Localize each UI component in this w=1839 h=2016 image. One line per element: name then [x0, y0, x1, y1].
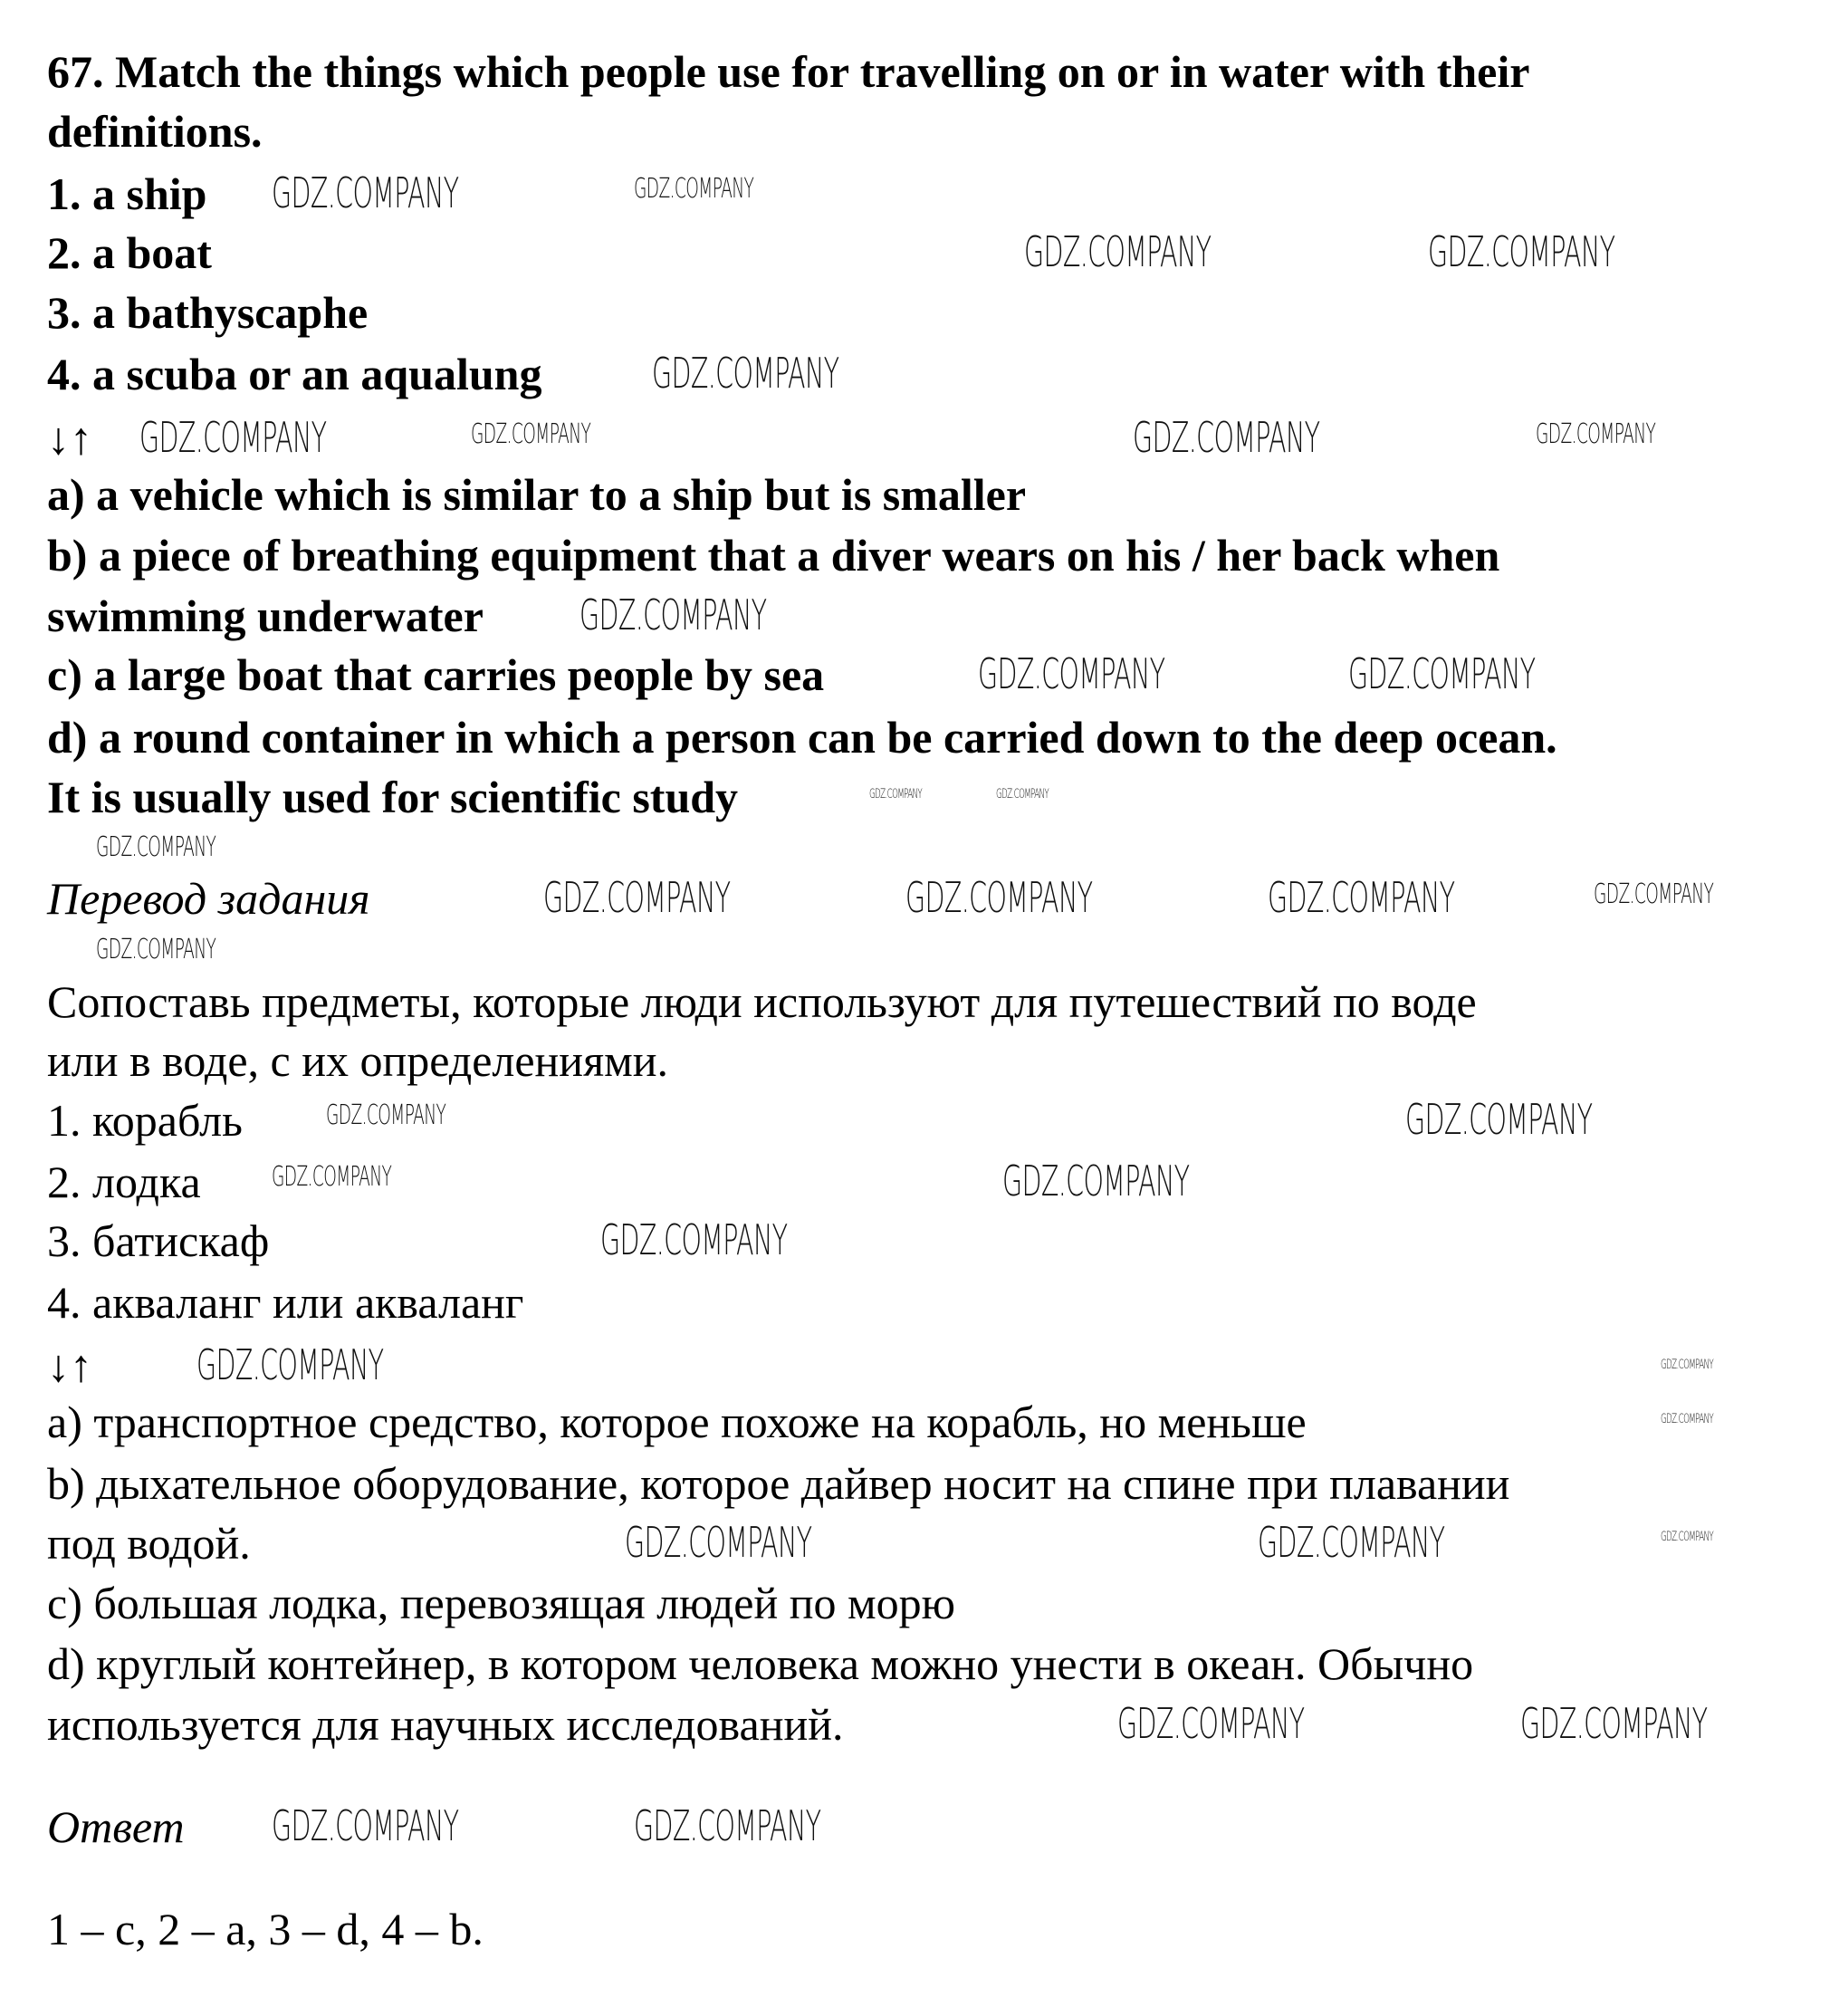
translation-definition: а) транспортное средство, которое похоже на корабль, но меньше	[47, 1397, 1307, 1447]
task-title: 67. Match the things which people use for travelling on or in water with their	[47, 46, 1530, 97]
watermark: GDZ.COMPANY	[326, 1099, 446, 1131]
watermark: GDZ.COMPANY	[471, 418, 591, 450]
arrows-icon: ↓↑	[47, 413, 92, 464]
task-definition: c) a large boat that carries people by sea	[47, 649, 825, 700]
watermark: GDZ.COMPANY	[1520, 1699, 1708, 1748]
translation-definition: b) дыхательное оборудование, которое дайвер носит на спине при плавании	[47, 1458, 1510, 1509]
answer-text: 1 – c, 2 – a, 3 – d, 4 – b.	[47, 1904, 484, 1954]
task-item: 3. a bathyscaphe	[47, 287, 369, 338]
watermark: GDZ.COMPANY	[869, 787, 923, 802]
watermark: GDZ.COMPANY	[1024, 227, 1212, 276]
translation-definition: c) большая лодка, перевозящая людей по морю	[47, 1578, 956, 1628]
translation-definition: используется для научных исследований.	[47, 1699, 844, 1750]
watermark: GDZ.COMPANY	[579, 590, 767, 639]
task-item: 4. a scuba or an aqualung	[47, 349, 542, 399]
watermark: GDZ.COMPANY	[1268, 873, 1455, 922]
watermark: GDZ.COMPANY	[1348, 649, 1536, 698]
answer-heading: Ответ	[47, 1801, 185, 1852]
translation-item: 1. корабль	[47, 1095, 243, 1146]
watermark: GDZ.COMPANY	[634, 1801, 821, 1850]
watermark: GDZ.COMPANY	[905, 873, 1093, 922]
task-definition: It is usually used for scientific study	[47, 772, 739, 822]
translation-text: или в воде, с их определениями.	[47, 1035, 668, 1086]
arrows-icon: ↓↑	[47, 1340, 92, 1391]
watermark: GDZ.COMPANY	[96, 831, 216, 863]
watermark: GDZ.COMPANY	[1661, 1358, 1714, 1372]
watermark: GDZ.COMPANY	[1661, 1530, 1714, 1544]
watermark: GDZ.COMPANY	[272, 1801, 459, 1850]
watermark: GDZ.COMPANY	[1002, 1157, 1190, 1205]
watermark: GDZ.COMPANY	[1117, 1699, 1305, 1748]
translation-item: 4. акваланг или акваланг	[47, 1277, 524, 1328]
watermark: GDZ.COMPANY	[996, 787, 1049, 802]
watermark: GDZ.COMPANY	[978, 649, 1165, 698]
watermark: GDZ.COMPANY	[1133, 413, 1320, 462]
task-definition: b) a piece of breathing equipment that a diver wears on his / her back when	[47, 530, 1500, 581]
task-item: 2. a boat	[47, 227, 212, 278]
task-definition: d) a round container in which a person can be carried down to the deep ocean.	[47, 712, 1557, 763]
watermark: GDZ.COMPANY	[543, 873, 731, 922]
task-definition: a) a vehicle which is similar to a ship but is smaller	[47, 469, 1027, 520]
translation-text: Сопоставь предметы, которые люди используют для путешествий по воде	[47, 976, 1477, 1027]
watermark: GDZ.COMPANY	[1258, 1518, 1445, 1567]
watermark: GDZ.COMPANY	[272, 168, 459, 217]
watermark: GDZ.COMPANY	[652, 349, 839, 398]
watermark: GDZ.COMPANY	[272, 1161, 392, 1193]
watermark: GDZ.COMPANY	[1536, 418, 1656, 450]
watermark: GDZ.COMPANY	[600, 1215, 788, 1264]
translation-heading: Перевод задания	[47, 873, 370, 924]
watermark: GDZ.COMPANY	[96, 934, 216, 965]
watermark: GDZ.COMPANY	[625, 1518, 812, 1567]
task-item: 1. a ship	[47, 168, 207, 219]
watermark: GDZ.COMPANY	[634, 173, 754, 205]
translation-definition: d) круглый контейнер, в котором человека можно унести в океан. Обычно	[47, 1638, 1474, 1689]
watermark: GDZ.COMPANY	[1594, 878, 1714, 910]
watermark: GDZ.COMPANY	[196, 1340, 384, 1389]
translation-definition: под водой.	[47, 1518, 251, 1569]
task-title-cont: definitions.	[47, 106, 263, 157]
watermark: GDZ.COMPANY	[1428, 227, 1615, 276]
translation-item: 3. батискаф	[47, 1215, 270, 1266]
task-definition: swimming underwater	[47, 590, 484, 641]
watermark: GDZ.COMPANY	[139, 413, 327, 462]
watermark: GDZ.COMPANY	[1661, 1412, 1714, 1426]
translation-item: 2. лодка	[47, 1157, 201, 1207]
watermark: GDZ.COMPANY	[1405, 1095, 1593, 1144]
